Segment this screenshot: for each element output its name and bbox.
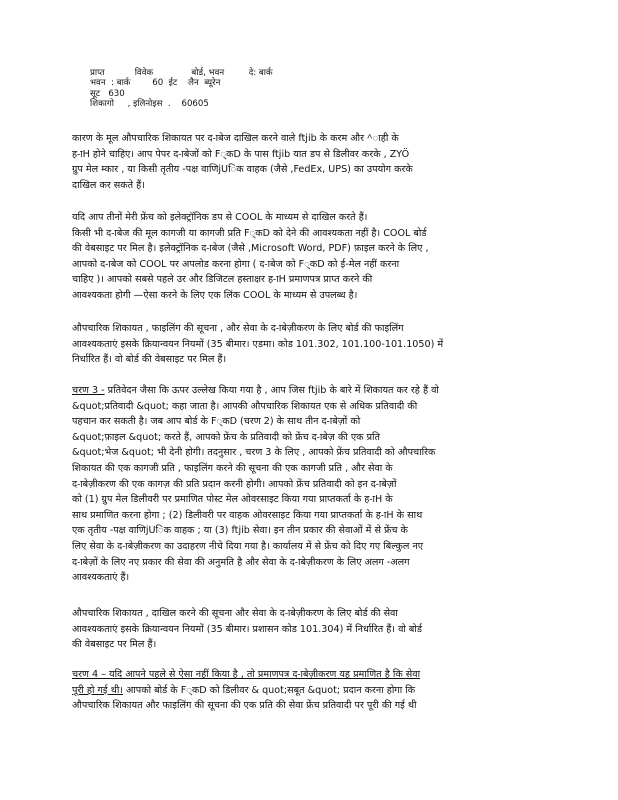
paragraph-filing-requirements	[72, 321, 548, 368]
address-line: शिकागो , इलिनोइस . 60605	[90, 99, 209, 110]
address-line: सूट 630	[90, 88, 125, 99]
paragraph-line: ग्रुप मेल म्कार , या किसी तृतीय -पक्ष वाणिjUिक वाहक (जैसे ,FedEx, UPS) का उपयोग करके	[72, 164, 413, 176]
paragraph-line: की वेबसाइट पर मिल है। इलेक्ट्रॉनिक द-ाबेज (जैसे ,Microsoft Word, PDF) फ़ाइल करने के लिए ,	[72, 243, 429, 255]
paragraph-service-requirements	[72, 606, 548, 653]
paragraph-line: ह-ाH होने चाहिए। आप पेपर द-ाबेजों को F्कD के पास ftjib यात डप से डिलीवर करके , ZYÖ	[72, 148, 410, 160]
paragraph-line: साथ प्रमाणित करना होगा ; (2) डिलीवरी पर वाहक ओवरसाइट किया गया प्राप्तकर्ता के ह-ाH के साथ	[72, 509, 423, 521]
paragraph-line: औपचारिक शिकायत , दाखिल करने की सूचना और सेवा के द-ाबेज़ीकरण के लिए बोर्ड की सेवा	[72, 608, 398, 619]
paragraph-line: लिए सेवा के द-ाबेज़ीकरण का उदाहरण नीचे दिया गया है। कार्यालय में से फ्रेंच को दिए गए बिल्कुल नए	[72, 540, 424, 552]
paragraph-line: पहचान कर सकती है। जब आप बोर्ड के F्कD (चरण 2) के साथ तीन द-ाबेज़ों को	[72, 416, 361, 428]
paragraph-line: &quot;प्रतिवादी &quot; कहा जाता है। आपकी औपचारिक शिकायत एक से अधिक प्रतिवादी की	[72, 400, 418, 412]
paragraph-line: &quot;फ़ाइल &quot; करते हैं, आपको फ्रेंच के प्रतिवादी को फ्रेंच द-ाबेज़ की एक प्रति	[72, 431, 380, 443]
paragraph-line: यदि आप तीनों मेरी फ्रेंच को इलेक्ट्रॉनिक डप से COOL के माध्यम से दाखिल करते हैं।	[72, 212, 368, 223]
paragraph-line: आवश्यकताएं इसके क्रियान्वयन नियमों (35 बीमार। प्रशासन कोड 101.304) में निर्धारित हैं। वो बोर्ड	[72, 623, 423, 635]
paragraph-line: पूरी हो गई थी। आपको बोर्ड के F्कD को डिलीवर & quot;सबूत &quot; प्रदान करना होगा कि	[72, 684, 416, 696]
paragraph-electronic-filing	[72, 210, 548, 304]
paragraph-line: द-ाबेज़ों के लिए नए प्रकार की सेवा की अनुमति है और सेवा के द-ाबेज़ीकरण के लिए अलग -अलग	[72, 556, 410, 568]
paragraph-line: एक तृतीय -पक्ष वाणिjUिक वाहक ; या (3) ftjib सेवा। इन तीन प्रकार की सेवाओं में से फ्रेंच के	[72, 525, 408, 537]
address-line: प्राप्त विवेक बोर्ड, भवन दे: बार्क	[90, 68, 273, 78]
paragraph-step-4	[72, 667, 548, 714]
recipient-address-block	[90, 68, 273, 110]
paragraph-line: दाखिल कर सकते हैं।	[72, 179, 145, 191]
paragraph-line: चरण 4 – यदि आपने पहले से ऐसा नहीं किया है , तो प्रमाणपत्र द-ाबेज़ीकरण यह प्रमाणित है कि सेवा	[72, 669, 421, 680]
paragraph-line: किसी भी द-ाबेज की मूल कागजी या कागजी प्रति F्कD को देने की आवश्यकता नहीं है। COOL बोर्ड	[72, 227, 427, 239]
paragraph-line: &quot;भेज &quot; भी देनी होगी। तदनुसार , चरण 3 के लिए , आपको फ्रेंच प्रतिवादी को औपचारिक	[72, 447, 436, 459]
paragraph-line: द-ाबेज़ीकरण की एक कागज़ की प्रति प्रदान करनी होगी। आपको फ्रेंच प्रतिवादी को इन द-ाबेज़ों	[72, 478, 397, 490]
paragraph-line: कारण के मूल औपचारिक शिकायत पर द-ाबेज दाखिल करने वाले ftjib के करम और ^ाही के	[72, 133, 399, 144]
paragraph-line: निर्धारित हैं। वो बोर्ड की वेबसाइट पर मिल हैं।	[72, 354, 227, 366]
paragraph-line: आवश्यकताएं इसके क्रियान्वयन नियमों (35 बीमार। एडमा। कोड 101.302, 101.100-101.1050) में	[72, 338, 444, 350]
paragraph-line: की वेबसाइट पर मिल हैं।	[72, 639, 157, 651]
paragraph-line: को (1) ग्रुप मेल डिलीवरी पर प्रमाणित पोस्ट मेल ओवरसाइट किया गया प्राप्तकर्ता के ह-ाH के	[72, 494, 393, 506]
paragraph-filing-methods	[72, 131, 548, 193]
paragraph-line: औपचारिक शिकायत और फाइलिंग की सूचना की एक प्रति की सेवा फ्रेंच प्रतिवादी पर पूरी की गई थी	[72, 700, 417, 712]
paragraph-line: औपचारिक शिकायत , फाइलिंग की सूचना , और सेवा के द-ाबेज़ीकरण के लिए बोर्ड की फाइलिंग	[72, 323, 404, 334]
paragraph-line: आपको द-ाबेज को COOL पर अपलोड करना होगा ( द-ाबेज को F्कD को ई-मेल नहीं करना	[72, 258, 400, 270]
paragraph-line: आवश्यकताएं हैं।	[72, 572, 130, 584]
address-line: भवन : बार्क 60 ईट लैन ब्यूरेन	[90, 78, 221, 89]
paragraph-step-3	[72, 383, 548, 586]
paragraph-line: चाहिए )। आपको सबसे पहले उर और डिजिटल हस्ताक्षर ह-ाH प्रमाणपत्र प्राप्त करने की	[72, 274, 373, 286]
paragraph-line: चरण 3 - प्रतिवेदन जैसा कि ऊपर उल्लेख किया गया है , आप जिस ftjib के बारे में शिकायत कर रहे हैं वो	[72, 385, 439, 396]
paragraph-line: शिकायत की एक कागजी प्रति , फाइलिंग करने की सूचना की एक कागजी प्रति , और सेवा के	[72, 462, 393, 474]
paragraph-line: आवश्यकता होगी —ऐसा करने के लिए एक लिंक COOL के माध्यम से उपलब्ध है।	[72, 289, 358, 301]
